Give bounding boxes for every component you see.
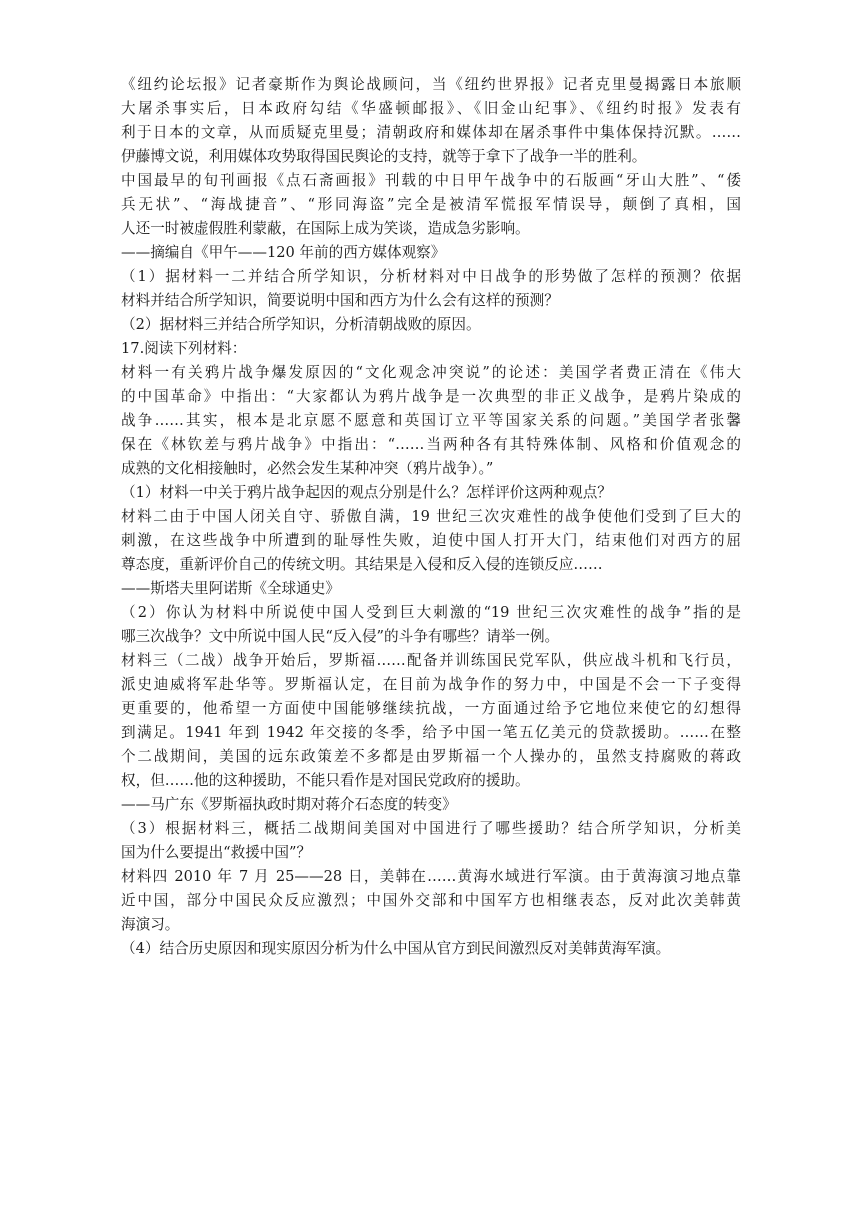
text-line: 17.阅读下列材料：: [121, 340, 247, 357]
text-line: 大屠杀事实后，日本政府勾结《华盛顿邮报》、《旧金山纪事》、《纽约时报》发表有: [121, 100, 741, 117]
text-line: （2）你认为材料中所说使中国人受到巨大刺激的“19 世纪三次灾难性的战争”指的是: [121, 604, 741, 621]
text-line: 成熟的文化相接触时，必然会发生某种冲突（鸦片战争）。”: [121, 460, 494, 477]
text-line: 伊藤博文说，利用媒体攻势取得国民舆论的支持，就等于拿下了战争一半的胜利。: [121, 148, 647, 165]
text-line: （1）据材料一二并结合所学知识，分析材料对中日战争的形势做了怎样的预测？依据: [121, 268, 741, 285]
text-line: （4）结合历史原因和现实原因分析为什么中国从官方到民间激烈反对美韩黄海军演。: [121, 940, 671, 957]
text-line: 派史迪威将军赴华等。罗斯福认定，在目前为战争作的努力中，中国是不会一下子变得: [121, 676, 741, 693]
text-line: 材料并结合所学知识，简要说明中国和西方为什么会有这样的预测？: [121, 292, 559, 309]
text-line: 保在《林钦差与鸦片战争》中指出：“……当两种各有其特殊体制、风格和价值观念的: [121, 436, 741, 453]
text-line: 到满足。1941 年到 1942 年交接的冬季，给予中国一笔五亿美元的贷款援助。……在整: [121, 724, 741, 741]
text-line: 尊态度，重新评价自己的传统文明。其结果是入侵和反入侵的连锁反应……: [121, 556, 603, 573]
text-line: 海演习。: [121, 916, 180, 933]
text-line: ——摘编自《甲午——120 年前的西方媒体观察》: [121, 244, 446, 261]
text-line: 材料二由于中国人闭关自守、骄傲自满，19 世纪三次灾难性的战争使他们受到了巨大的: [121, 508, 741, 525]
text-line: 哪三次战争？文中所说中国人民“反入侵”的斗争有哪些？请举一例。: [121, 628, 560, 645]
text-line: ——马广东《罗斯福执政时期对蒋介石态度的转变》: [121, 796, 457, 813]
text-line: （3）根据材料三，概括二战期间美国对中国进行了哪些援助？结合所学知识，分析美: [121, 820, 741, 837]
text-line: （2）据材料三并结合所学知识，分析清朝战败的原因。: [121, 316, 481, 333]
document-page: [121, 73, 741, 961]
text-line: 国为什么要提出“救援中国”？: [121, 844, 312, 861]
text-line: （1）材料一中关于鸦片战争起因的观点分别是什么？怎样评价这两种观点？: [121, 484, 612, 501]
text-line: 材料四 2010 年 7 月 25——28 日，美韩在……黄海水域进行军演。由于黄海演习地点靠: [121, 868, 741, 885]
text-line: 中国最早的旬刊画报《点石斋画报》刊载的中日甲午战争中的石版画“牙山大胜”、“倭: [121, 172, 741, 189]
text-line: 战争……其实，根本是北京愿不愿意和英国订立平等国家关系的问题。”美国学者张馨: [121, 412, 741, 429]
text-line: 的中国革命》中指出：“大家都认为鸦片战争是一次典型的非正义战争，是鸦片染成的: [121, 388, 741, 405]
text-line: 材料三（二战）战争开始后，罗斯福……配备并训练国民党军队，供应战斗机和飞行员，: [121, 652, 741, 669]
text-line: 《纽约论坛报》记者豪斯作为舆论战顾问，当《纽约世界报》记者克里曼揭露日本旅顺: [121, 76, 741, 93]
text-line: 利于日本的文章，从而质疑克里曼；清朝政府和媒体却在屠杀事件中集体保持沉默。……: [121, 124, 741, 141]
text-line: 刺激，在这些战争中所遭到的耻辱性失败，迫使中国人打开大门，结束他们对西方的屈: [121, 532, 741, 549]
text-line: 更重要的，他希望一方面使中国能够继续抗战，一方面通过给予它地位来使它的幻想得: [121, 700, 741, 717]
text-line: ——斯塔夫里阿诺斯《全球通史》: [121, 580, 340, 597]
text-line: 兵无状”、“海战捷音”、“形同海盗”完全是被清军慌报军情误导，颠倒了真相，国: [121, 196, 741, 213]
text-line: 个二战期间，美国的远东政策差不多都是由罗斯福一个人操办的，虽然支持腐败的蒋政: [121, 748, 741, 765]
text-line: 材料一有关鸦片战争爆发原因的“文化观念冲突说”的论述：美国学者费正清在《伟大: [121, 364, 741, 381]
text-line: 人还一时被虚假胜利蒙蔽，在国际上成为笑谈，造成急劣影响。: [121, 220, 530, 237]
text-line: 近中国，部分中国民众反应激烈；中国外交部和中国军方也相继表态，反对此次美韩黄: [121, 892, 741, 909]
text-line: 权，但……他的这种援助，不能只看作是对国民党政府的援助。: [121, 772, 530, 789]
